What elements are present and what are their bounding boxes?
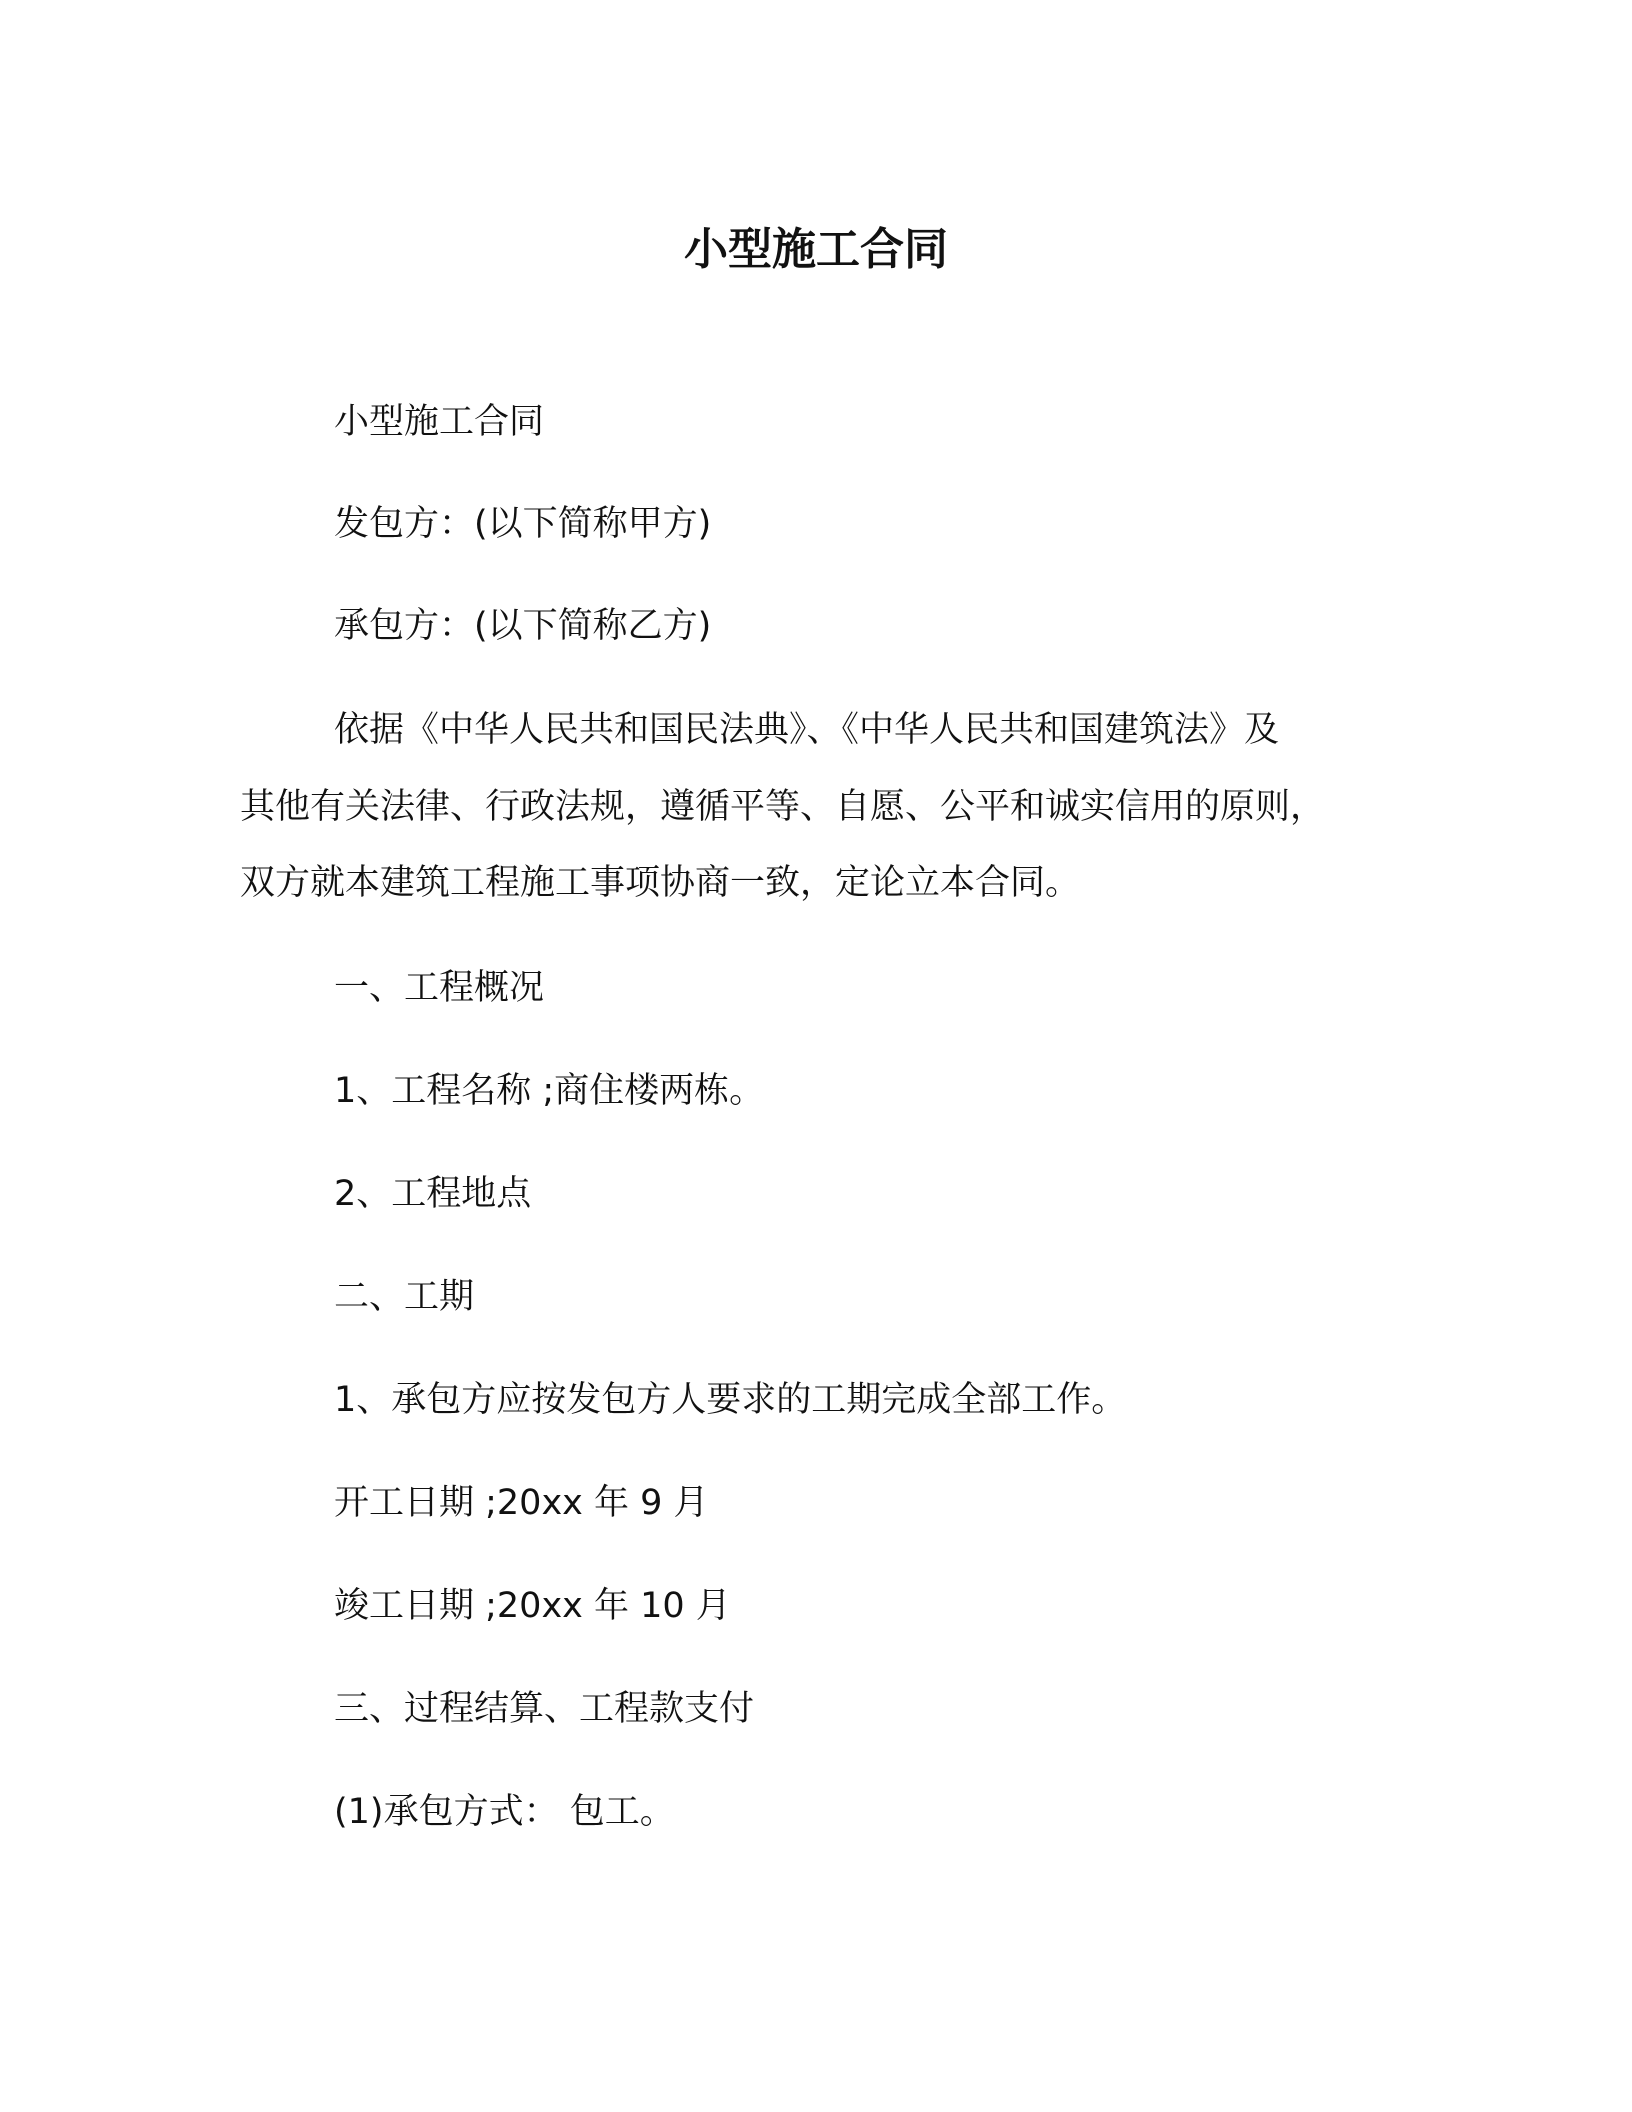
- party-a-line: 发包方：(以下简称甲方): [334, 504, 712, 544]
- preamble-line-3: 双方就本建筑工程施工事项协商一致，定论立本合同。: [240, 863, 1081, 903]
- preamble-line-2: 其他有关法律、行政法规，遵循平等、自愿、公平和诚实信用的原则，: [240, 787, 1326, 827]
- end-date: 竣工日期 ;20xx 年 10 月: [334, 1586, 731, 1626]
- overview-item-1: 1、工程名称 ;商住楼两栋。: [334, 1071, 765, 1111]
- preamble-line-1: 依据《中华人民共和国民法典》、《中华人民共和国建筑法》及: [334, 710, 1280, 750]
- overview-item-2: 2、工程地点: [334, 1174, 532, 1214]
- payment-item-1: (1)承包方式： 包工。: [334, 1792, 675, 1832]
- period-item-1: 1、承包方应按发包方人要求的工期完成全部工作。: [334, 1380, 1127, 1420]
- section-heading-payment: 三、过程结算、工程款支付: [334, 1689, 755, 1729]
- party-b-line: 承包方：(以下简称乙方): [334, 606, 712, 646]
- section-heading-period: 二、工期: [334, 1277, 475, 1317]
- subtitle: 小型施工合同: [334, 402, 545, 442]
- start-date: 开工日期 ;20xx 年 9 月: [334, 1483, 709, 1523]
- section-heading-overview: 一、工程概况: [334, 968, 545, 1008]
- document-title: 小型施工合同: [684, 224, 948, 275]
